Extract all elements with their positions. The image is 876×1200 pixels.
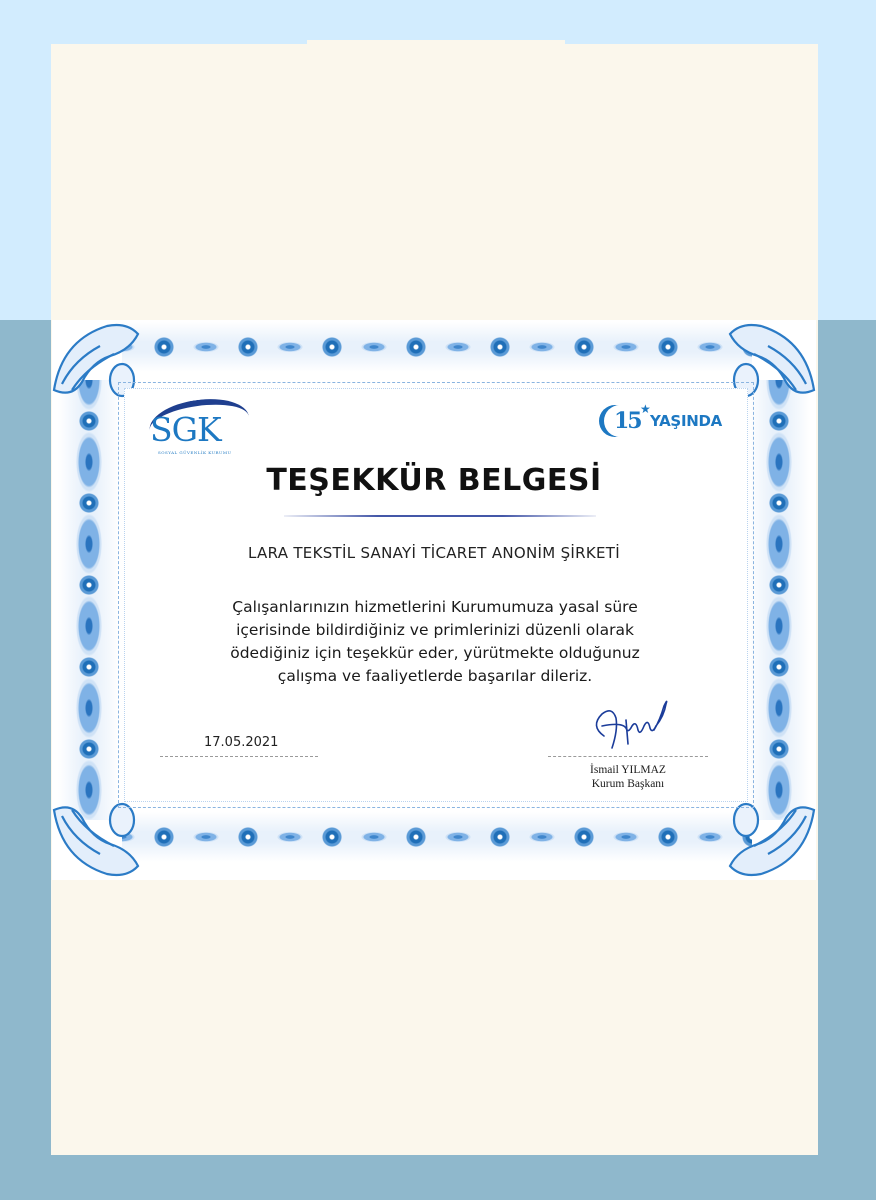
signer-title: Kurum Başkanı <box>591 778 665 790</box>
body-line: ödediğiniz için teşekkür eder, yürütmekte olduğunuz <box>230 644 640 662</box>
sgk-logo-text: SGK <box>150 410 221 449</box>
certificate-title: TEŞEKKÜR BELGESİ <box>266 463 602 498</box>
ornamental-border-right <box>748 380 810 820</box>
ornamental-border-top <box>122 322 752 372</box>
issue-date: 17.05.2021 <box>204 735 279 750</box>
anniversary-number: 15 <box>614 408 641 434</box>
signature-icon <box>582 696 674 756</box>
recipient-company: LARA TEKSTİL SANAYİ TİCARET ANONİM ŞİRKETİ <box>248 544 620 562</box>
anniversary-logo <box>604 402 734 442</box>
date-line <box>160 756 318 758</box>
certificate-body <box>202 596 668 688</box>
sgk-logo <box>140 400 250 456</box>
star-icon: ★ <box>640 402 651 416</box>
corner-ornament-icon <box>52 800 142 880</box>
ornamental-border-bottom <box>122 812 752 862</box>
title-divider <box>284 515 596 517</box>
certificate <box>52 320 816 880</box>
signature-line <box>548 756 708 758</box>
sgk-logo-subtitle: SOSYAL GÜVENLİK KURUMU <box>158 450 232 455</box>
body-line: Çalışanlarınızın hizmetlerini Kurumumuza yasal süre <box>232 598 638 616</box>
ornamental-border-left <box>58 380 120 820</box>
signer-name: İsmail YILMAZ <box>590 764 666 776</box>
body-line: çalışma ve faaliyetlerde başarılar dileriz. <box>277 667 593 685</box>
body-line: içerisinde bildirdiğiniz ve primlerinizi düzenli olarak <box>236 621 634 639</box>
anniversary-label: YAŞINDA <box>650 412 722 430</box>
corner-ornament-icon <box>726 800 816 880</box>
